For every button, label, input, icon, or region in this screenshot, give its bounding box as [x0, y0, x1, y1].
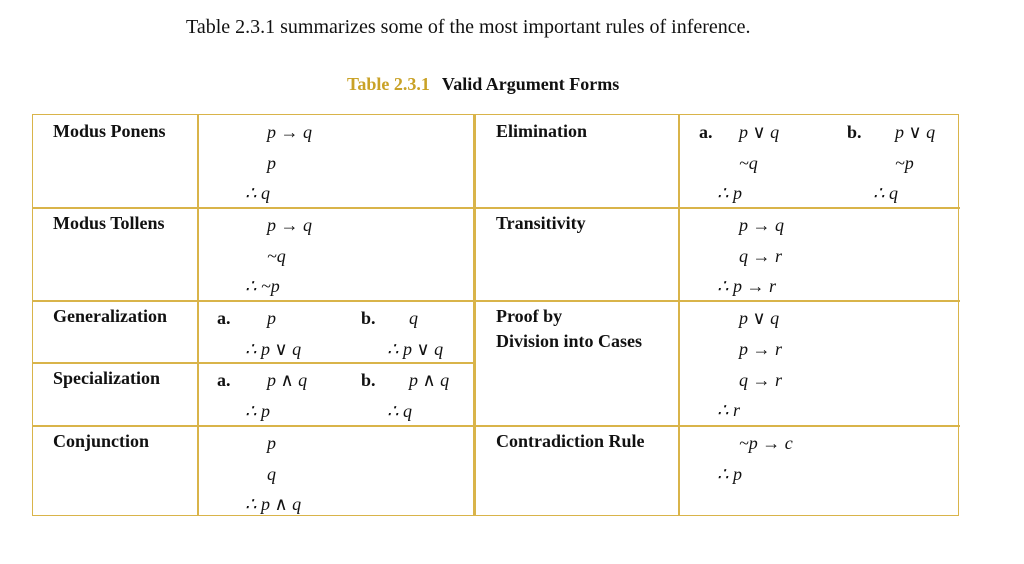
elimination-b-conclusion: ∴ q	[873, 183, 898, 203]
generalization-a-conclusion: ∴ p ∨ q	[245, 339, 302, 359]
generalization-label: Generalization	[53, 306, 167, 326]
row-divider	[474, 425, 960, 427]
row-divider	[474, 300, 960, 302]
proof-by-cases-premise-1: p ∨ q	[739, 308, 780, 328]
conjunction-conclusion: ∴ p ∧ q	[245, 494, 302, 514]
column-divider	[197, 115, 199, 515]
transitivity-label: Transitivity	[496, 213, 586, 233]
elimination-a-premise-1: p ∨ q	[739, 122, 780, 142]
generalization-a-marker: a.	[217, 308, 231, 328]
modus-tollens-label: Modus Tollens	[53, 213, 165, 233]
specialization-b-conclusion: ∴ q	[387, 401, 412, 421]
row-divider	[33, 300, 474, 302]
proof-by-cases-conclusion: ∴ r	[717, 400, 740, 420]
generalization-b-marker: b.	[361, 308, 376, 328]
modus-ponens-conclusion: ∴ q	[245, 183, 270, 203]
elimination-b-premise-2: ~p	[895, 153, 914, 173]
modus-ponens-premise-1: p → q	[267, 122, 312, 142]
proof-by-cases-label-line-2: Division into Cases	[496, 331, 643, 351]
transitivity-premise-2: q → r	[739, 246, 783, 266]
row-divider	[33, 207, 474, 209]
proof-by-cases-premise-2: p → r	[739, 339, 783, 359]
elimination-a-marker: a.	[699, 122, 713, 142]
table-caption	[347, 74, 619, 95]
contradiction-rule-premise: ~p → c	[739, 433, 793, 453]
argument-forms-table	[32, 114, 959, 516]
intro-text: Table 2.3.1 summarizes some of the most important rules of inference.	[186, 16, 751, 38]
modus-ponens-label: Modus Ponens	[53, 121, 166, 141]
generalization-b-conclusion: ∴ p ∨ q	[387, 339, 444, 359]
column-divider	[678, 115, 680, 515]
proof-by-cases-label-line-1: Proof by	[496, 306, 563, 326]
contradiction-rule-label: Contradiction Rule	[496, 431, 645, 451]
table-title: Valid Argument Forms	[441, 74, 620, 94]
specialization-a-conclusion: ∴ p	[245, 401, 270, 421]
specialization-b-marker: b.	[361, 370, 376, 390]
contradiction-rule-conclusion: ∴ p	[717, 464, 742, 484]
elimination-b-premise-1: p ∨ q	[895, 122, 936, 142]
elimination-label: Elimination	[496, 121, 588, 141]
modus-tollens-premise-1: p → q	[267, 215, 312, 235]
conjunction-premise-1: p	[267, 433, 276, 453]
table-number: Table 2.3.1	[347, 74, 430, 94]
conjunction-premise-2: q	[267, 464, 276, 484]
specialization-b-premise: p ∧ q	[409, 370, 450, 390]
conjunction-label: Conjunction	[53, 431, 150, 451]
row-divider	[33, 362, 474, 364]
specialization-label: Specialization	[53, 368, 160, 388]
transitivity-conclusion: ∴ p → r	[717, 276, 776, 296]
center-divider	[473, 115, 476, 515]
specialization-a-marker: a.	[217, 370, 231, 390]
generalization-b-premise: q	[409, 308, 418, 328]
modus-tollens-premise-2: ~q	[267, 246, 286, 266]
row-divider	[33, 425, 474, 427]
specialization-a-premise: p ∧ q	[267, 370, 308, 390]
elimination-a-premise-2: ~q	[739, 153, 758, 173]
elimination-a-conclusion: ∴ p	[717, 183, 742, 203]
generalization-a-premise: p	[267, 308, 276, 328]
modus-ponens-premise-2: p	[267, 153, 276, 173]
elimination-b-marker: b.	[847, 122, 862, 142]
row-divider	[474, 207, 960, 209]
proof-by-cases-premise-3: q → r	[739, 370, 783, 390]
transitivity-premise-1: p → q	[739, 215, 784, 235]
modus-tollens-conclusion: ∴ ~p	[245, 276, 280, 296]
